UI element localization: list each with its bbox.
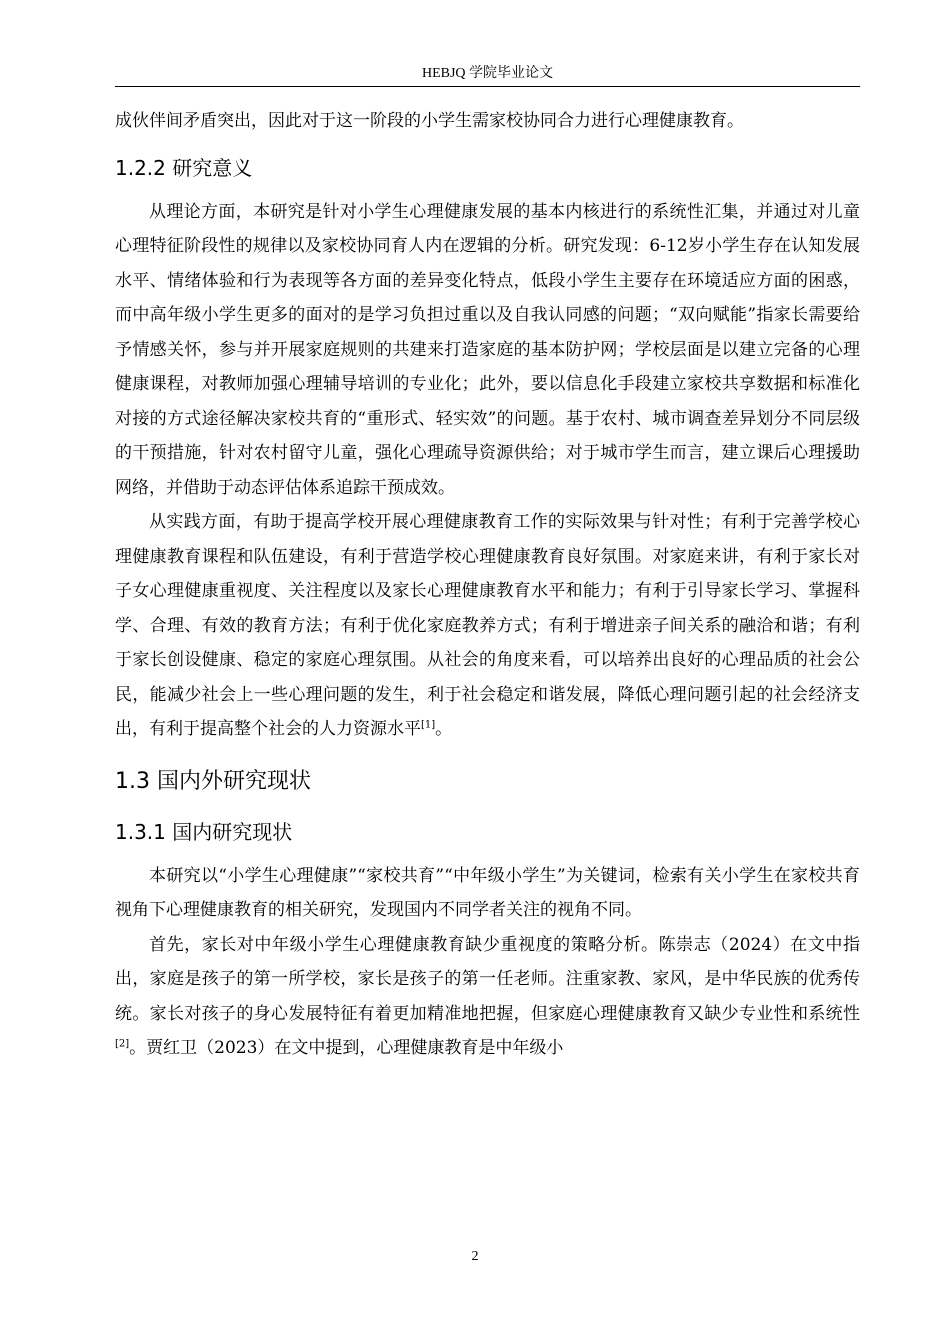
citation-ref: [1]	[421, 719, 436, 731]
paragraph-continued: 成伙伴间矛盾突出，因此对于这一阶段的小学生需家校协同合力进行心理健康教育。	[115, 111, 744, 131]
section-heading-1-3-1: 1.3.1 国内研究现状	[115, 819, 293, 844]
paragraph-theoretical-significance: 从理论方面，本研究是针对小学生心理健康发展的基本内核进行的系统性汇集，并通过对儿童心理特征阶段性的规律以及家校协同育人内在逻辑的分析。研究发现：6-12岁小学生存在认知发展水平、情绪体验和行为表现等各方面的差异变化特点，低段小学生主要存在环境适应方面的困惑，而中高年级小学生更多的面对的是学习负担过重以及自我认同感的问题；“双向赋能”指家长需要给予情感关怀，参与并开展家庭规则的共建来打造家庭的基本防护网；学校层面是以建立完备的心理健康课程，对教师加强心理辅导培训的专业化；此外，要以信息化手段建立家校共享数据和标准化对接的方式途径解决家校共育的“重形式、轻实效”的问题。基于农村、城市调查差异划分不同层级的干预措施，针对农村留守儿童，强化心理疏导资源供给；对于城市学生而言，建立课后心理援助网络，并借助于动态评估体系追踪干预成效。	[115, 201, 860, 498]
header-rule	[115, 86, 860, 87]
paragraph-end: 。贾红卫（2023）在文中提到，心理健康教育是中年级小	[129, 1038, 564, 1058]
section-heading-1-3: 1.3 国内外研究现状	[115, 768, 311, 794]
section-heading-1-2-2: 1.2.2 研究意义	[115, 155, 253, 180]
page-number: 2	[471, 1249, 479, 1264]
paragraph-end: 。	[435, 719, 453, 739]
paragraph-text: 首先，家长对中年级小学生心理健康教育缺少重视度的策略分析。陈崇志（2024）在文中指出，家庭是孩子的第一所学校，家长是孩子的第一任老师。注重家教、家风，是中华民族的优秀传统。家长对孩子的身心发展特征有着更加精准地把握，但家庭心理健康教育又缺少专业性和系统性	[115, 934, 860, 1024]
paragraph-practical-significance	[115, 505, 860, 747]
paragraph-keywords: 本研究以“小学生心理健康”“家校共育”“中年级小学生”为关键词，检索有关小学生在家校共育视角下心理健康教育的相关研究，发现国内不同学者关注的视角不同。	[115, 865, 860, 920]
citation-ref: [2]	[115, 1038, 130, 1050]
page-body	[115, 104, 860, 1066]
paragraph-first-point	[115, 928, 860, 1066]
running-header: HEBJQ 学院毕业论文	[421, 66, 554, 81]
paragraph-text: 从实践方面，有助于提高学校开展心理健康教育工作的实际效果与针对性；有利于完善学校心理健康教育课程和队伍建设，有利于营造学校心理健康教育良好氛围。对家庭来讲，有利于家长对子女心理健康重视度、关注程度以及家长心理健康教育水平和能力；有利于引导家长学习、掌握科学、合理、有效的教育方法；有利于优化家庭教养方式；有利于增进亲子间关系的融洽和谐；有利于家长创设健康、稳定的家庭心理氛围。从社会的角度来看，可以培养出良好的心理品质的社会公民，能减少社会上一些心理问题的发生，利于社会稳定和谐发展，降低心理问题引起的社会经济支出，有利于提高整个社会的人力资源水平	[115, 512, 860, 739]
